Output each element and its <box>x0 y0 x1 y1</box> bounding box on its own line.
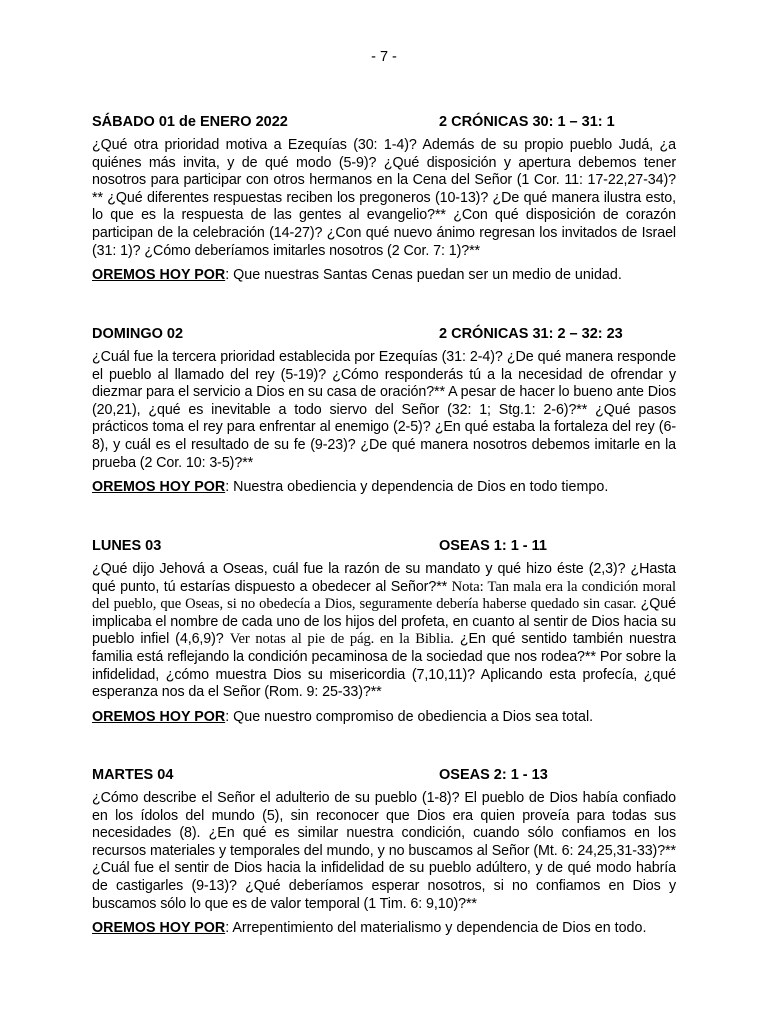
entry-body: ¿Qué otra prioridad motiva a Ezequías (30: 1-4)? Además de su propio pueblo Judá, ¿a quiénes más invita, y de qué modo (5-9)? ¿Qué disposición y apertura debemos tener nosotros para participar con otros hermanos en la Cena del Señor (1 Cor. 11: 17-22,27-34)?** ¿Qué diferentes respuestas reciben los pregoneros (10-13)? ¿De qué manera ilustra esto, lo que es la respuesta de las gentes al evangelio?** ¿Con qué disposición de corazón participan de la celebración (14-27)? ¿Con qué nuevo ánimo regresan los invitados de Israel (31: 1)? ¿Cómo deberíamos imitarles nosotros (2 Cor. 7: 1)?** <box>92 137 676 259</box>
prayer-text: : Arrepentimiento del materialismo y dependencia de Dios en todo. <box>225 920 647 937</box>
entry-body-text: ¿Qué implicaba el nombre de cada uno de los hijos del profeta, en cuanto al sentir de Dios hacia su pueblo infiel (4,6,9)? <box>92 596 677 648</box>
entry-day: LUNES 03 <box>92 538 162 554</box>
prayer-label: OREMOS HOY POR <box>92 920 226 937</box>
entry-heading <box>92 114 676 134</box>
entry-body: ¿Cómo describe el Señor el adulterio de su pueblo (1-8)? El pueblo de Dios había confiado en los ídolos del mundo (5), sin reconocer que Dios era quien proveía para todas sus necesidades (8). ¿En qué es similar nuestra condición, cuando sólo confiamos en los recursos materiales y temporales del mundo, y no buscamos al Señor (Mt. 6: 24,25,31-33)?** ¿Cuál fue el sentir de Dios hacia la infidelidad de su pueblo adúltero, y de qué modo habría de castigarles (9-13)? ¿Qué deberíamos esperar nosotros, si no confiamos en Dios y buscamos sólo lo que es de valor temporal (1 Tim. 6: 9,10)?** <box>92 790 676 912</box>
entry-day: MARTES 04 <box>92 767 174 783</box>
prayer-text: : Que nuestras Santas Cenas puedan ser un medio de unidad. <box>225 267 622 284</box>
entry-body: ¿Cuál fue la tercera prioridad establecida por Ezequías (31: 2-4)? ¿De qué manera responde el pueblo al llamado del rey (5-19)? ¿Cómo responderás tú a la necesidad de ofrendar y diezmar para el servicio a Dios en su casa de oración?** A pesar de hacer lo bueno ante Dios (20,21), ¿qué es inevitable a todo siervo del Señor (32: 1; Stg.1: 2-6)?** ¿Qué pasos prácticos toma el rey para enfrentar al enemigo (2-5)? ¿En qué estaba la fortaleza del rey (6-8), y cuál es el resultado de su fe (9-23)? ¿De qué manera nosotros debemos imitarle en la prueba (2 Cor. 10: 3-5)?** <box>92 349 676 471</box>
prayer-label: OREMOS HOY POR <box>92 708 226 725</box>
entry-body-text: ¿Qué dijo Jehová a Oseas, cuál fue la razón de su mandato y qué hizo éste (2,3)? ¿Hasta qué punto, tú estarías dispuesto a obedecer al Señor?** <box>92 561 676 595</box>
prayer-line <box>92 266 676 284</box>
entry-heading <box>92 767 676 787</box>
devotional-entry-tuesday <box>92 767 676 937</box>
prayer-line <box>92 708 676 726</box>
entry-note: Nota: Tan mala era la condición moral del pueblo, que Oseas, si no obedecía a Dios, seguramente debería haberse quedado sin casar. <box>92 578 676 613</box>
entry-body <box>92 561 676 702</box>
devotional-entry-sunday <box>92 326 676 496</box>
page-number: - 7 - <box>371 49 397 65</box>
prayer-line <box>92 478 676 496</box>
devotional-entry-monday <box>92 538 676 726</box>
entry-reference: OSEAS 1: 1 - 11 <box>439 538 547 554</box>
entry-reference: 2 CRÓNICAS 31: 2 – 32: 23 <box>439 326 623 342</box>
entry-day: SÁBADO 01 de ENERO 2022 <box>92 114 288 130</box>
prayer-label: OREMOS HOY POR <box>92 267 226 284</box>
entry-body-text: ¿En qué sentido también nuestra familia está reflejando la condición pecaminosa de la sociedad que nos rodea?** Por sobre la infidelidad, ¿cómo muestra Dios su misericordia (7,10,11)? Aplicando esta profecía, ¿qué esperanza nos da el Señor (Rom. 9: 25-33)?** <box>92 631 676 701</box>
entry-heading <box>92 538 676 558</box>
devotional-entry-saturday <box>92 114 676 284</box>
entry-note: Ver notas al pie de pág. en la Biblia. <box>229 631 454 648</box>
prayer-label: OREMOS HOY POR <box>92 479 226 496</box>
prayer-line <box>92 919 676 937</box>
entry-reference: OSEAS 2: 1 - 13 <box>439 767 548 783</box>
prayer-text: : Que nuestro compromiso de obediencia a Dios sea total. <box>225 708 594 725</box>
entry-day: DOMINGO 02 <box>92 326 184 342</box>
entry-reference: 2 CRÓNICAS 30: 1 – 31: 1 <box>439 114 615 130</box>
entry-heading <box>92 326 676 346</box>
prayer-text: : Nuestra obediencia y dependencia de Dios en todo tiempo. <box>225 479 609 496</box>
